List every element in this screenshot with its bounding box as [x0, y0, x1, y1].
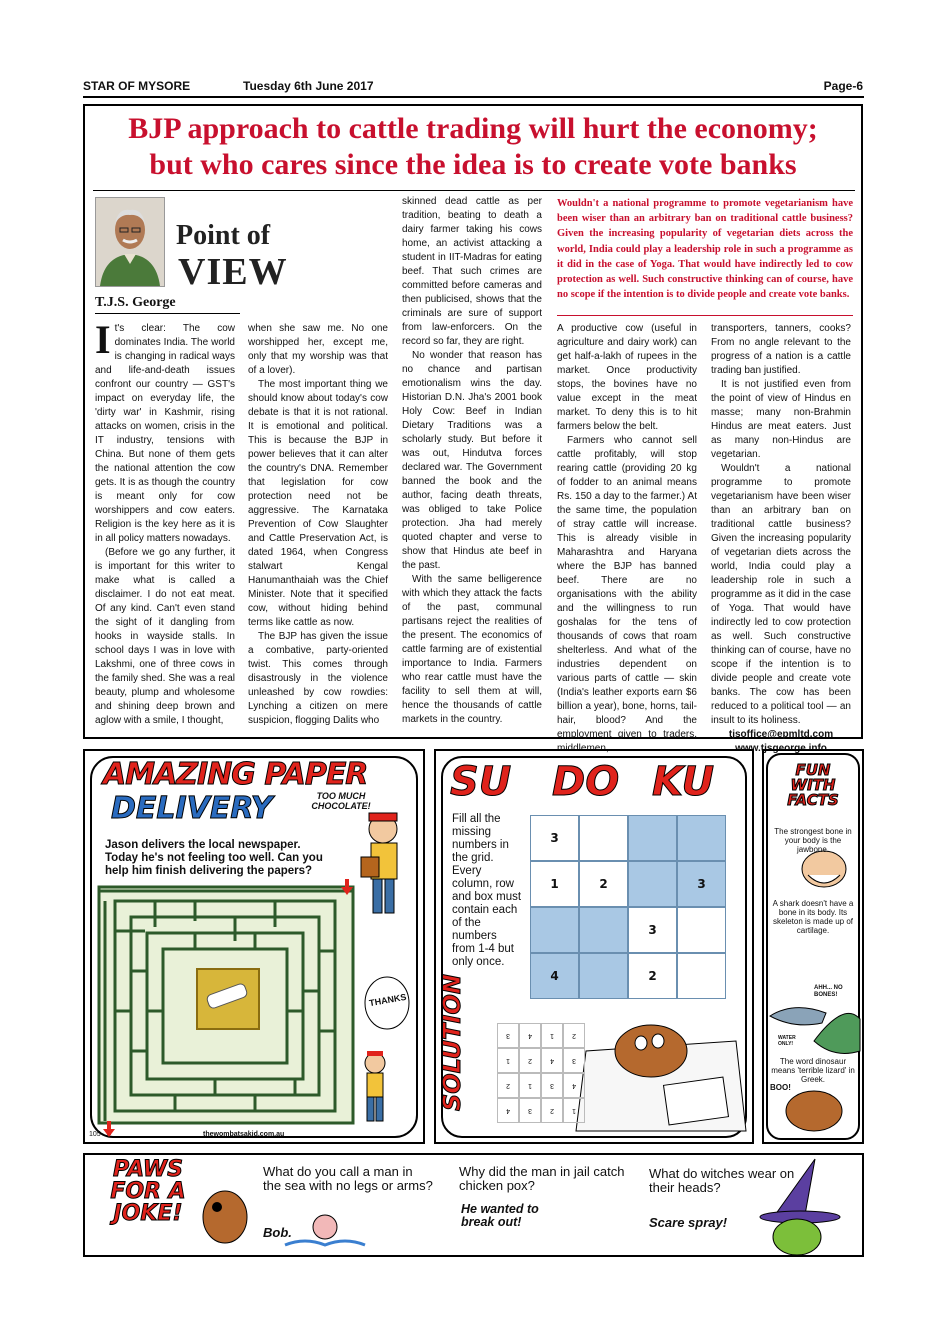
dog-illustration	[203, 1191, 247, 1243]
headline-line-2: but who cares since the idea is to create vote banks	[149, 148, 797, 181]
maze-number: 105	[89, 1131, 101, 1138]
sudoku-cell[interactable]	[530, 907, 579, 953]
paper-name: STAR OF MYSORE	[83, 79, 191, 93]
solution-cell: 1	[541, 1023, 563, 1048]
paragraph: The most important thing we should know about today's cow debate is that it is not rational. It is emotional and political. This is because the BJP in power believes that it can alter the country's DNA. Remember that legislation for cow protection need not be aggressive. The Karnataka Prevention of Cow Slaughter and Cattle Preservation Act, is dated 1964, when Congress stalwart Kengal Hanumanthaiah was the Chief Minister. Note that it specified cow, without hiding behind terms like cattle as now.	[248, 379, 388, 628]
paragraph: transporters, tanners, cooks? From no angle relevant to the progress of a nation is a cattle trading ban justified.	[711, 323, 851, 376]
joke-1-question: What do you call a man in the sea with no legs or arms?	[263, 1164, 433, 1193]
fact-dinosaur: The word dinosaur means 'terrible lizard' in Greek.	[771, 1057, 855, 1084]
column-name-top: Point of	[176, 220, 271, 251]
column-name-bottom: VIEW	[178, 251, 288, 293]
headline-rule	[93, 190, 855, 191]
page-header	[83, 79, 863, 95]
jokes-strip	[83, 1153, 864, 1257]
sudoku-solution-grid	[497, 1023, 587, 1123]
solution-label: SOLUTION	[438, 974, 466, 1111]
no-bones-bubble: AHH... NO BONES!	[814, 985, 843, 998]
sudoku-cell[interactable]	[579, 953, 628, 999]
sudoku-cell[interactable]	[677, 953, 726, 999]
paragraph: It's clear: The cow dominates India. The world is changing in radical ways and life-and-death issues confront our country — GST's impact on everyday life, the 'dirty war' in Kashmir, rising attacks on women, crisis in the IT industry, tensions with China. But none of them gets the national attention the cow gets. It is as though the country is meant only for cow worshippers and cow eaters. Religion is the key here as it is in all policy matters nowadays.	[95, 317, 235, 544]
sudoku-cell[interactable]	[628, 815, 677, 861]
byline-rule	[95, 313, 240, 314]
jokes-title: PAWS FOR A JOKE!	[110, 1157, 186, 1226]
sudoku-cell[interactable]: 2	[628, 953, 677, 999]
maze-puzzle	[83, 749, 425, 1144]
paragraph: (Before we go any further, it is important for this writer to make what is called a disclaimer. I do not eat meat. Of any kind. Can't even stand the sight of it dangling from hooks in wayside stalls. In school days I was in love with Lakshmi, one of three cows in the family shed. She was a real beauty, plump and wholesome and shining deep brown and aglow with a smile, I thought,	[95, 547, 235, 726]
headline-line-1: BJP approach to cattle trading will hurt the economy;	[128, 112, 818, 145]
paragraph: when she saw me. No one worshipped her, except me, only that my worship was that of a lover).	[248, 323, 388, 376]
solution-cell: 1	[519, 1073, 541, 1098]
maze-title-top: AMAZING PAPER	[103, 757, 368, 792]
solution-cell: 1	[497, 1048, 519, 1073]
sudoku-instructions: Fill all the missing numbers in the grid. Every column, row and box must contain each of the numbers from 1-4 but only once.	[452, 813, 522, 968]
facts-title: FUN WITH FACTS	[787, 761, 839, 809]
sudoku-cell[interactable]	[579, 815, 628, 861]
joke-2-answer: He wanted to break out!	[461, 1202, 539, 1229]
boo-bubble: BOO!	[770, 1083, 791, 1092]
maze-instructions: Jason delivers the local newspaper. Today he's not feeling too well. Can you help him finish delivering the papers?	[105, 839, 323, 877]
sudoku-title-su: SU	[450, 759, 512, 805]
paragraph: No wonder that reason has no chance and partisan emotionalism wins the day. Historian D.N. Jha's 2001 book Holy Cow: Beef in Indian Dietary Traditions was a scholarly study. But before it was out, Hindutva forces declared war. The Government banned the book and the author, facing death threats, was obliged to take Police protection. Jha had merely quoted chapter and verse to show that Hindus ate beef in the past.	[402, 350, 542, 571]
solution-cell: 2	[497, 1073, 519, 1098]
sudoku-grid	[530, 815, 726, 999]
author-website[interactable]: www.tjsgeorge.info	[735, 743, 827, 754]
sudoku-cell[interactable]: 4	[530, 953, 579, 999]
article-column-3	[402, 195, 542, 727]
sudoku-cell[interactable]: 3	[628, 907, 677, 953]
author-email[interactable]: tjsoffice@epmltd.com	[728, 729, 834, 740]
swimmer-illustration	[285, 1215, 365, 1245]
author-byline: T.J.S. George	[95, 295, 176, 310]
sudoku-cell[interactable]	[579, 907, 628, 953]
header-rule	[83, 96, 864, 98]
maze-credit: thewombatsakid.com.au	[203, 1131, 285, 1138]
joke-2-question: Why did the man in jail catch chicken pox?	[459, 1164, 625, 1193]
face-illustration	[802, 851, 846, 887]
solution-cell: 3	[541, 1073, 563, 1098]
pull-quote: Wouldn't a national programme to promote vegetarianism have been wiser than an arbitrary ban on traditional cattle business? Given the increasing popularity of vegetarian diets across the world, India could play a leadership role in such a programme as it did in the case of Yoga. That would have indirectly led to cow protection as well. Such constructive thinking can of course, have no scope if the intention is to divide people and create vote banks.	[557, 198, 853, 301]
sudoku-cell[interactable]	[628, 861, 677, 907]
fun-facts-panel	[762, 749, 864, 1144]
solution-cell: 3	[519, 1098, 541, 1123]
pull-quote-rule	[557, 315, 853, 316]
sudoku-cell[interactable]: 1	[530, 861, 579, 907]
maze-title-bottom: DELIVERY	[111, 791, 273, 826]
article-headline	[86, 111, 860, 183]
sudoku-cell[interactable]	[677, 815, 726, 861]
joke-3-question: What do witches wear on their heads?	[649, 1166, 795, 1195]
fact-shark: A shark doesn't have a bone in its body. Its skeleton is made up of cartilage.	[772, 899, 854, 935]
thanks-text: THANKS	[368, 991, 408, 1009]
article-column-5	[711, 322, 851, 756]
solution-cell: 3	[563, 1048, 585, 1073]
solution-cell: 2	[541, 1098, 563, 1123]
wombat-illustration	[786, 1091, 842, 1131]
paragraph: The BJP has given the issue a combative, party-oriented twist. This comes through disastrously in the violence unleashed by cow rowdies: Lynching a citizen on mere suspicion, flogging Dalits who	[248, 631, 388, 726]
chocolate-bubble: TOO MUCH CHOCOLATE!	[311, 791, 371, 811]
solution-cell: 2	[563, 1023, 585, 1048]
cat-illustration	[576, 1025, 746, 1131]
sudoku-title-do: DO	[552, 759, 620, 805]
solution-cell: 2	[519, 1048, 541, 1073]
paragraph: skinned dead cattle as per tradition, beating to death a dairy farmer taking his cows home, an activist attacking a student in IIT-Madras for eating beef. That such crimes are committed before cameras and then publicised, shows that the criminals are sure of support from law-enforcers. On the record so far, they are right.	[402, 196, 542, 347]
sudoku-cell[interactable]: 3	[677, 861, 726, 907]
water-only-bubble: WATER ONLY!	[778, 1035, 796, 1047]
paragraph: A productive cow (useful in agriculture and dairy work) can get half-a-lakh of rupees in the market. Once productivity stops, the bovines have no value except in the meat market. To deny this is to hit farmers below the belt.	[557, 323, 697, 432]
drop-cap: I	[95, 317, 111, 362]
paragraph: Wouldn't a national programme to promote vegetarianism have been wiser than an arbitrary ban on traditional cattle business? Given the increasing popularity of vegetarian diets across the world, India could play a leadership role in such a programme as it did in the case of Yoga. That would have indirectly led to cow protection as well. Such constructive thinking can of course, have no scope if the intention is to divide people and create vote banks. The cow has been reduced to a political tool — an insult to its holiness.	[711, 463, 851, 726]
fact-jawbone: The strongest bone in your body is the jawbone.	[774, 827, 852, 854]
sudoku-cell[interactable]: 2	[579, 861, 628, 907]
paragraph: Farmers who cannot sell cattle profitably, will stop rearing cattle (providing 20 kg of fodder to an animal means Rs. 150 a day to the farmer.) At the same time, the population of stray cattle will increase. This is already visible in Maharashtra and Haryana where the BJP has banned beef. There are no organisations with the ability and the willingness to run goshalas for the tens of thousands of cows that roam shelterless. And what of the industries dependent on various parts of cattle — skin (India's leather exports earn $6 billion a year), bone, horns, tail-hair, blood? And the employment given to traders, middlemen,	[557, 435, 697, 754]
sudoku-title-ku: KU	[652, 759, 715, 805]
article-column-1	[95, 317, 235, 728]
solution-cell: 3	[497, 1023, 519, 1048]
issue-date: Tuesday 6th June 2017	[243, 79, 374, 93]
solution-cell: 1	[563, 1098, 585, 1123]
joke-1-answer: Bob.	[263, 1225, 292, 1240]
page-number: Page-6	[823, 79, 863, 93]
sudoku-cell[interactable]	[677, 907, 726, 953]
solution-cell: 4	[519, 1023, 541, 1048]
solution-cell: 4	[497, 1098, 519, 1123]
article-column-2	[248, 322, 388, 728]
author-photo	[95, 197, 165, 287]
paragraph: It is not justified even from the point of view of Hindus en masse; many non-Brahmin Hindus are meat eaters. Just as many non-Hindus are vegetarian.	[711, 379, 851, 460]
article-column-4	[557, 322, 697, 756]
joke-3-answer: Scare spray!	[649, 1215, 728, 1230]
solution-cell: 4	[563, 1073, 585, 1098]
paragraph: With the same belligerence with which they attack the facts of the past, communal partisans reject the realities of the present. The economics of cattle farming are of existential importance to India. Farmers who rear cattle must have the facility to sell them at will, hence the thousands of cattle markets in the country.	[402, 574, 542, 725]
solution-cell: 4	[541, 1048, 563, 1073]
sudoku-cell[interactable]: 3	[530, 815, 579, 861]
